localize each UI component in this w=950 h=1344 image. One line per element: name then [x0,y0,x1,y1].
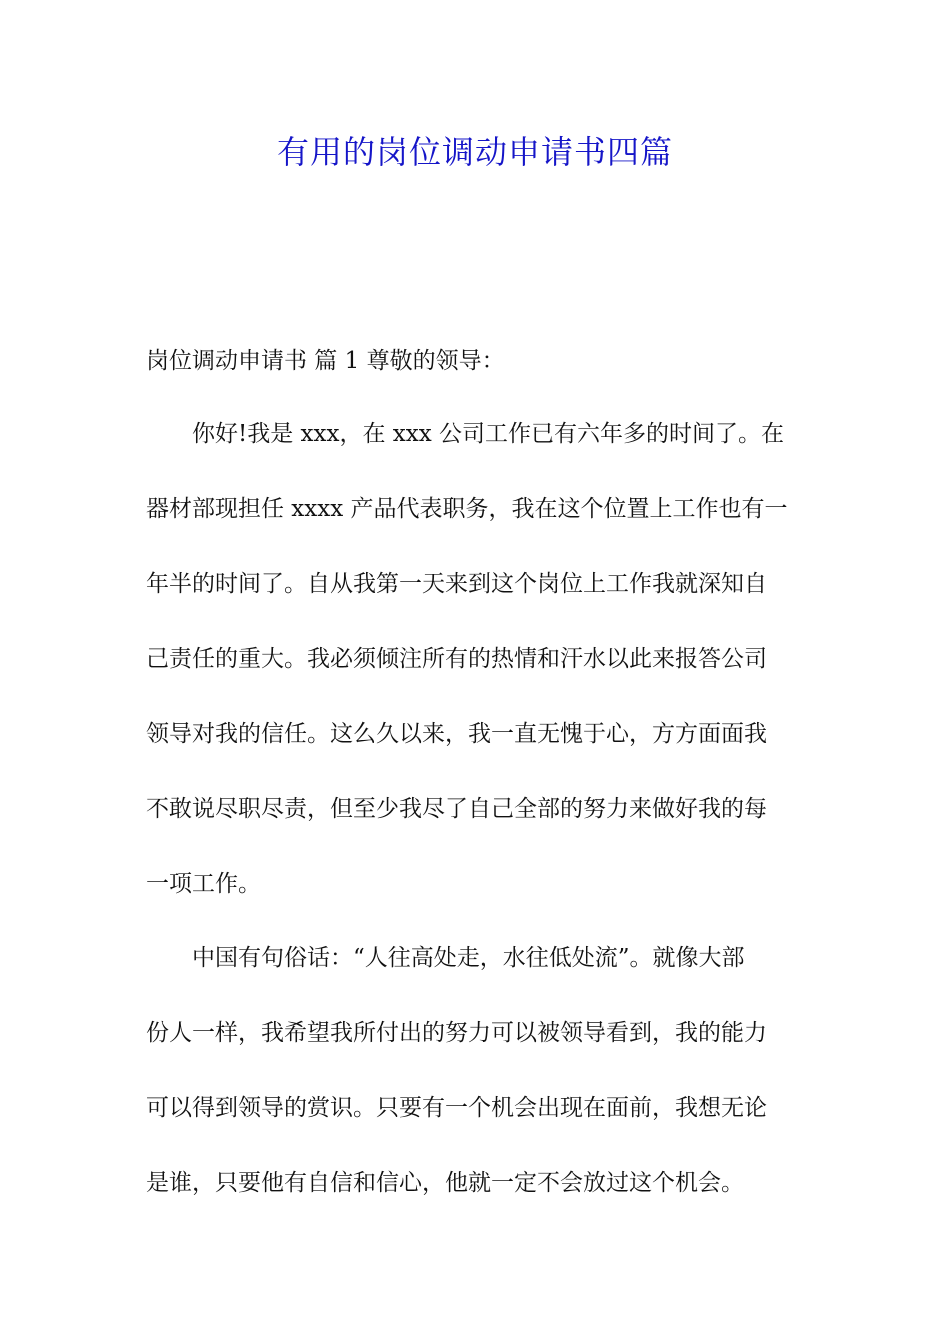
paragraph-line: 是谁，只要他有自信和信心，他就一定不会放过这个机会。 [146,1170,744,1196]
document-title: 有用的岗位调动申请书四篇 [276,133,673,171]
paragraph-line: 一项工作。 [146,871,261,897]
paragraph-line: 己责任的重大。我必须倾注所有的热情和汗水以此来报答公司 [146,646,767,672]
paragraph-line: 份人一样，我希望我所付出的努力可以被领导看到，我的能力 [146,1020,767,1046]
paragraph-line: 中国有句俗话：“人往高处走，水往低处流”。就像大部 [192,945,745,971]
paragraph-2 [146,940,810,1200]
paragraph-line: 领导对我的信任。这么久以来，我一直无愧于心，方方面面我 [146,721,767,747]
paragraph-line: 你好!我是 xxx，在 xxx 公司工作已有六年多的时间了。在 [192,421,785,447]
paragraph-line: 可以得到领导的赏识。只要有一个机会出现在面前，我想无论 [146,1095,767,1121]
paragraph-1 [146,416,810,896]
paragraph-line: 不敢说尽职尽责，但至少我尽了自己全部的努力来做好我的每 [146,796,767,822]
paragraph-line: 年半的时间了。自从我第一天来到这个岗位上工作我就深知自 [146,571,767,597]
paragraph-line: 器材部现担任 xxxx 产品代表职务，我在这个位置上工作也有一 [146,496,788,522]
salutation-text: 岗位调动申请书 篇 1 尊敬的领导： [146,348,505,374]
